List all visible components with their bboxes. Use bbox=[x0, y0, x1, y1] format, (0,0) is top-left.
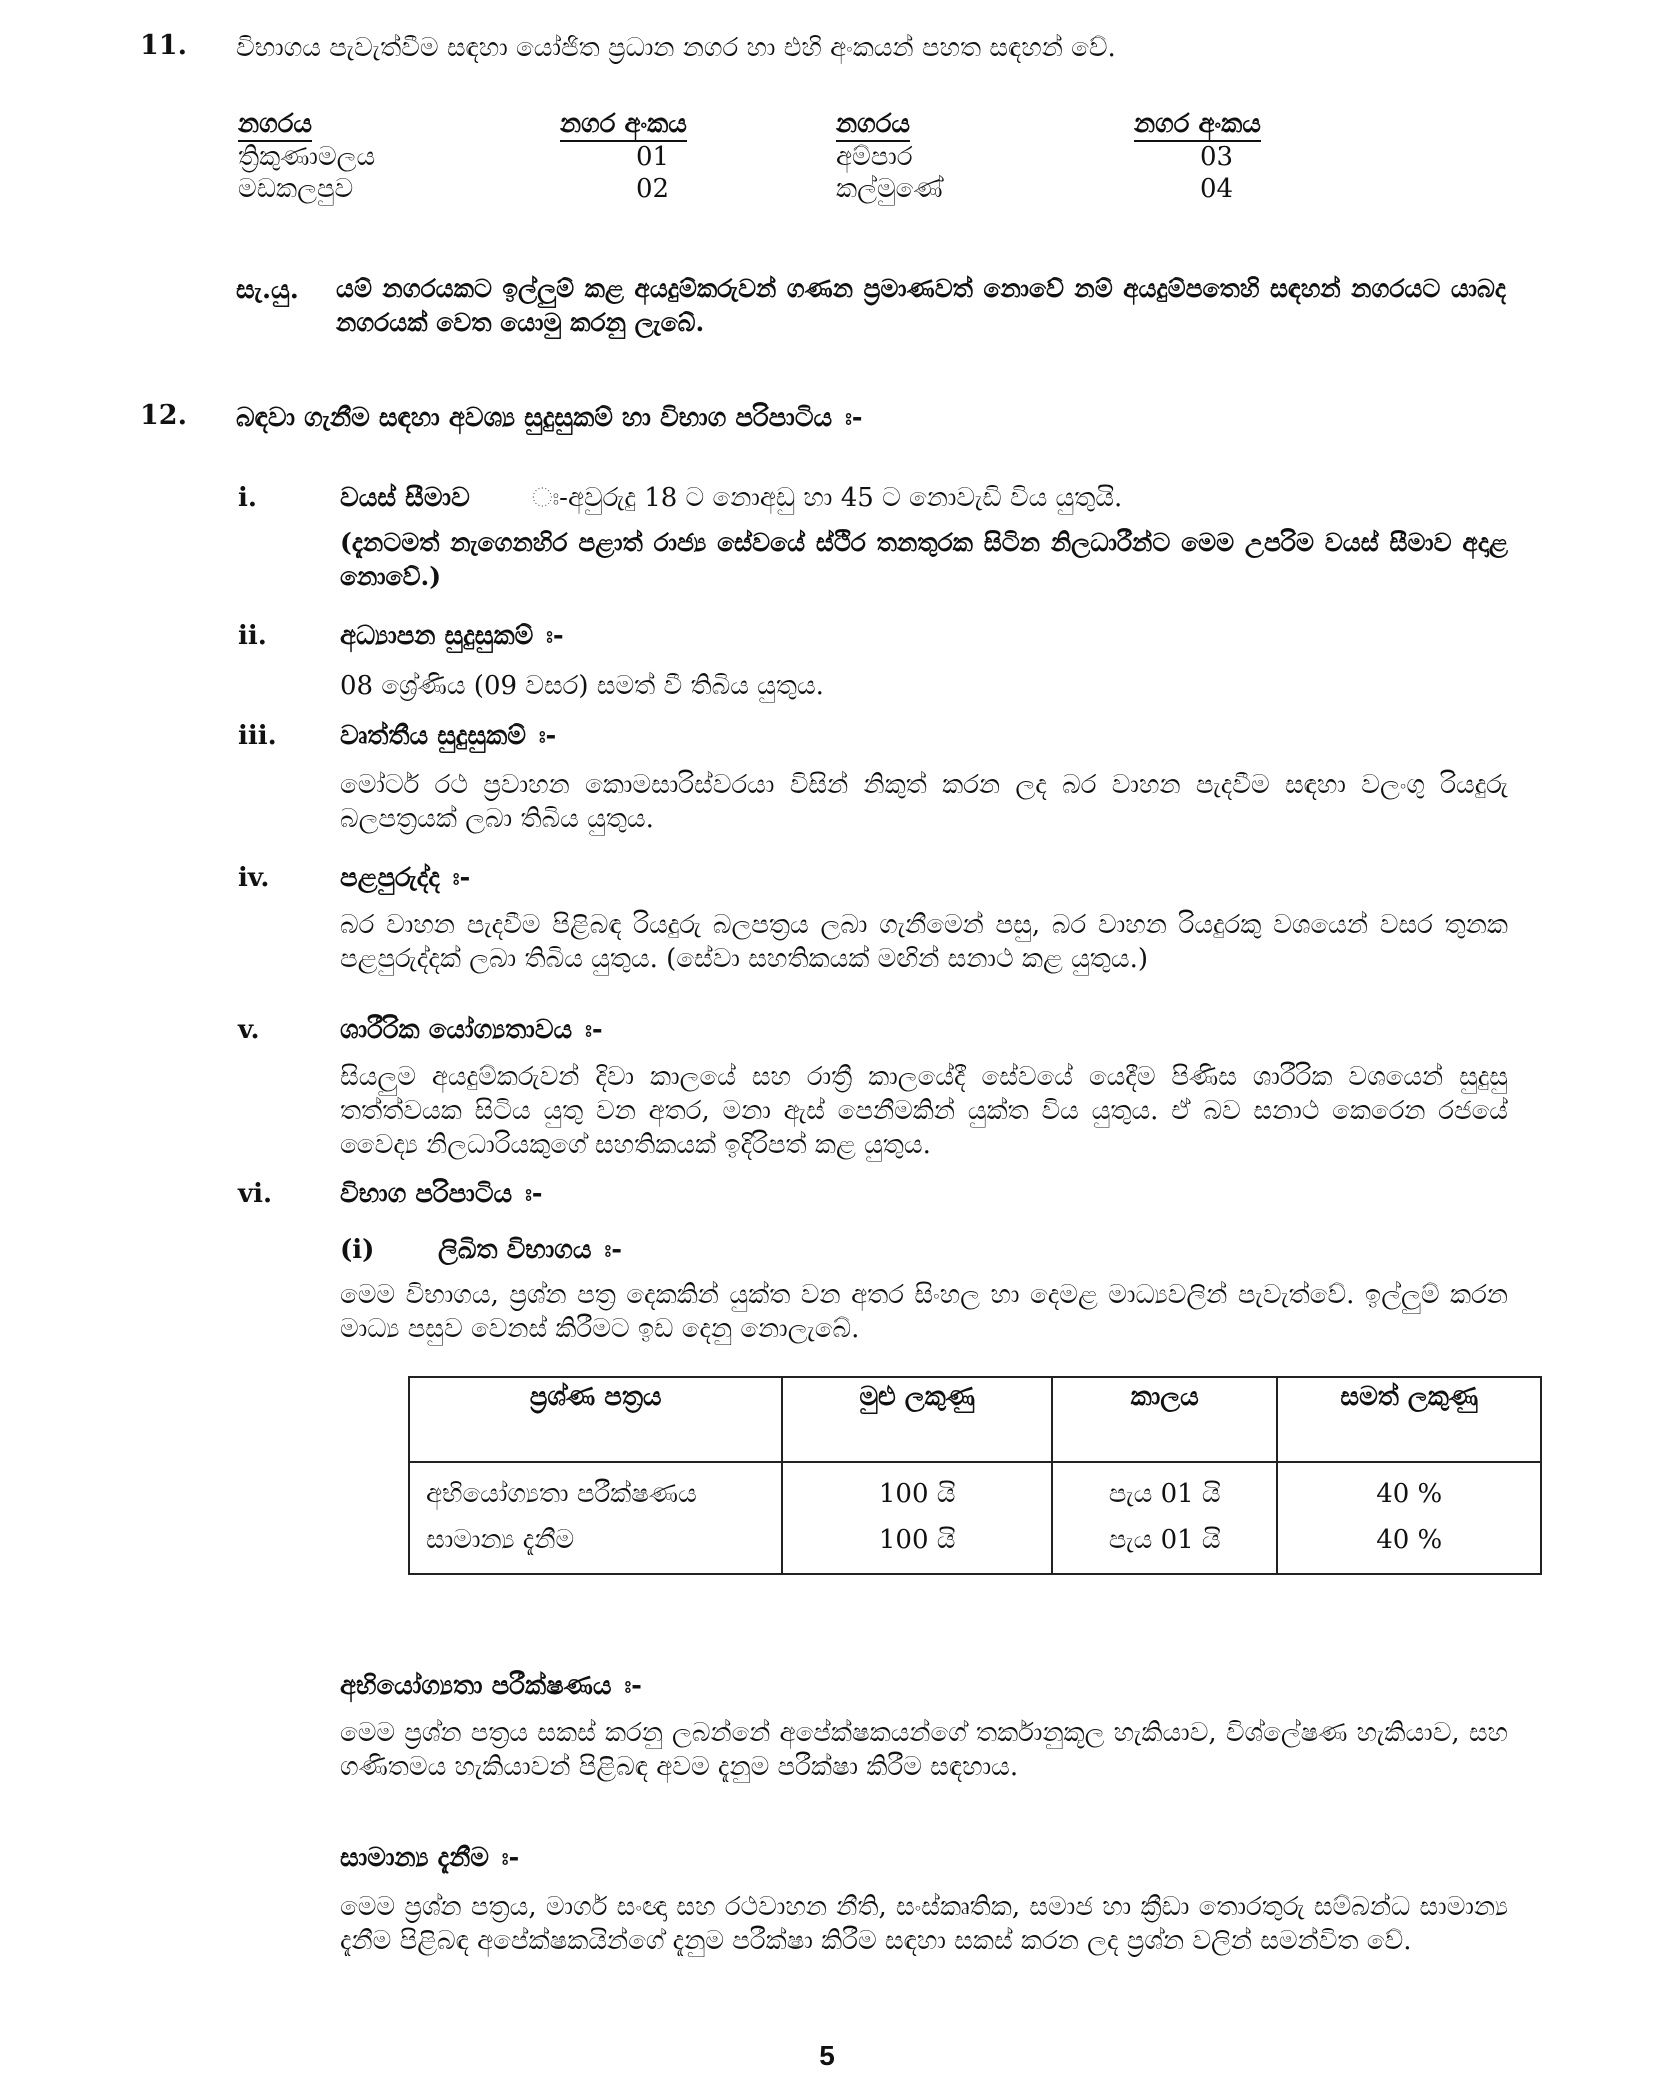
exam-procedure-title: විභාග පරිපාටිය ඃ- bbox=[340, 1179, 543, 1209]
item-vi-label: vi. bbox=[238, 1179, 273, 1209]
section-12-heading: බඳවා ගැනීම සඳහා අවශ්‍ය සුදුසුකම් හා විභාග පරිපාටිය ඃ- bbox=[236, 403, 863, 433]
page-number: 5 bbox=[819, 2040, 835, 2071]
city-code: 03 bbox=[1200, 142, 1234, 172]
exam-total-marks: 100 යි bbox=[878, 1525, 956, 1555]
item-ii-label: ii. bbox=[238, 621, 267, 651]
exam-duration: පැය 01 යි bbox=[1108, 1479, 1221, 1509]
age-limit-note: (දැනටමත් නැගෙනහිර පළාත් රාජ්‍ය සේවයේ ස්ථිර තනතුරක සිටින නිලධාරීන්ට මෙම උපරිම වයස් සීමාව අදාළ නොවේ.) bbox=[340, 528, 1508, 591]
exam-pass-marks: 40 % bbox=[1376, 1479, 1443, 1509]
section-11-heading: විභාගය පැවැත්වීම සඳහා යෝජිත ප්‍රධාන නගර හා එහි අංකයන් පහත සඳහන් වේ. bbox=[236, 33, 1116, 63]
written-exam-label: (i) bbox=[340, 1235, 375, 1265]
exam-table bbox=[408, 1376, 1542, 1575]
written-exam-title: ලිඛිත විභාගය ඃ- bbox=[438, 1235, 622, 1265]
exam-table-body bbox=[409, 1462, 1541, 1574]
exam-table-header: කාලය bbox=[1052, 1377, 1278, 1462]
city-code: 01 bbox=[636, 142, 670, 172]
section-12-number: 12. bbox=[140, 400, 187, 431]
city-table-header: නගරය bbox=[238, 106, 312, 142]
exam-duration: පැය 01 යි bbox=[1108, 1525, 1221, 1555]
city-name: මඩකලපුව bbox=[238, 174, 354, 204]
aptitude-title: අභියෝග්‍යතා පරීක්ෂණය ඃ- bbox=[340, 1671, 642, 1701]
item-iii-label: iii. bbox=[238, 721, 277, 751]
city-table-header: නගරය bbox=[836, 106, 910, 142]
exam-paper-name: සාමාන්‍ය දැනීම bbox=[426, 1525, 575, 1555]
written-exam-text: මෙම විභාගය, ප්‍රශ්න පත්‍ර දෙකකින් යුක්ත වන අතර සිංහල හා දෙමළ මාධ්‍යවලින් පැවැත්වේ. ඉල්ලුම් කරන මාධ්‍ය පසුව වෙනස් කිරීමට ඉඩ දෙනු නොලැබේ. bbox=[340, 1280, 1508, 1344]
note-text: යම් නගරයකට ඉල්ලුම් කළ අයදුම්කරුවන් ගණන ප්‍රමාණවත් නොවේ නම් අයදුම්පතෙහි සඳහන් නගරයට යාබද නගරයක් වෙත යොමු කරනු ලැබේ. bbox=[336, 274, 1506, 337]
education-title: අධ්‍යාපන සුදුසුකම් ඃ- bbox=[340, 621, 564, 651]
city-name: අම්පාර bbox=[836, 142, 913, 172]
aptitude-text: මෙම ප්‍රශ්න පත්‍රය සකස් කරනු ලබන්නේ අපේක්ෂකයන්ගේ තර්කානුකූල හැකියාව, විශ්ලේෂණ හැකියාව, සහ ගණිතමය හැකියාවන් පිළිබඳ අවම දැනුම පරීක්ෂා කිරීම සඳහාය. bbox=[340, 1718, 1508, 1782]
city-name: කල්මුණේ bbox=[836, 174, 943, 204]
city-table-header: නගර අංකය bbox=[560, 106, 687, 142]
item-v-label: v. bbox=[238, 1015, 260, 1045]
education-text: 08 ශ්‍රේණිය (09 වසර) සමත් වී තිබිය යුතුය. bbox=[340, 671, 824, 701]
experience-text: බර වාහන පැදවීම පිළිබඳ රියදුරු බලපත්‍රය ලබා ගැනීමෙන් පසු, බර වාහන රියදුරකු වශයෙන් වසර තුනක පළපුරුද්දක් ලබා තිබිය යුතුය. (සේවා සහතිකයක් මඟින් සනාථ කළ යුතුය.) bbox=[340, 910, 1508, 974]
exam-pass-marks: 40 % bbox=[1376, 1525, 1443, 1555]
physical-fitness-text: සියලුම අයදුම්කරුවන් දිවා කාලයේ සහ රාත්‍රී කාලයේදී සේවයේ යෙදීම පිණිස ශාරීරික වශයෙන් සුදුසු තත්ත්වයක සිටිය යුතු වන අතර, මනා ඇස් පෙනීමකින් යුක්ත විය යුතුය. ඒ බව සනාථ කෙරෙන රජයේ වෛද්‍ය නිලධාරියකුගේ සහතිකයක් ඉදිරිපත් කළ යුතුය. bbox=[340, 1062, 1508, 1160]
general-knowledge-title: සාමාන්‍ය දැනීම ඃ- bbox=[340, 1843, 520, 1873]
exam-table-header: සමත් ලකුණු bbox=[1277, 1377, 1541, 1462]
note-label: සැ.යු. bbox=[236, 275, 299, 305]
item-iv-label: iv. bbox=[238, 863, 270, 893]
exam-total-marks: 100 යි bbox=[878, 1479, 956, 1509]
exam-table-header: මුළු ලකුණු bbox=[782, 1377, 1051, 1462]
city-code: 04 bbox=[1200, 174, 1234, 204]
professional-text: මෝටර් රථ ප්‍රවාහන කොමසාරිස්වරයා විසින් නිකුත් කරන ලද බර වාහන පැදවීම සඳහා වලංගු රියදුරු බලපත්‍රයක් ලබා තිබිය යුතුය. bbox=[340, 770, 1508, 834]
city-code: 02 bbox=[636, 174, 670, 204]
section-11-number: 11. bbox=[140, 30, 187, 61]
experience-title: පළපුරුද්ද ඃ- bbox=[340, 863, 471, 893]
city-name: ත්‍රිකුණාමලය bbox=[238, 142, 376, 172]
age-limit-text: ඃ-අවුරුදු 18 ට නොඅඩු හා 45 ට නොවැඩි විය යුතුයි. bbox=[532, 483, 1123, 513]
city-table-header: නගර අංකය bbox=[1134, 106, 1261, 142]
exam-paper-name: අභියෝග්‍යතා පරීක්ෂණය bbox=[426, 1479, 697, 1509]
exam-table-header-row bbox=[409, 1377, 1541, 1462]
physical-fitness-title: ශාරීරික යෝග්‍යතාවය ඃ- bbox=[340, 1015, 603, 1045]
item-i-label: i. bbox=[238, 483, 257, 513]
general-knowledge-text: මෙම ප්‍රශ්න පත්‍රය, මාර්ග සංඥා සහ රථවාහන නීති, සංස්කෘතික, සමාජ හා ක්‍රීඩා තොරතුරු සම්බන්ධ සාමාන්‍ය දැනීම පිළිබඳ අපේක්ෂකයින්ගේ දැනුම පරීක්ෂා කිරීම සඳහා සකස් කරන ලද ප්‍රශ්න වලින් සමන්විත වේ. bbox=[340, 1892, 1508, 1956]
exam-table-header: ප්‍රශ්ණ පත්‍රය bbox=[409, 1377, 782, 1462]
professional-title: වෘත්තීය සුදුසුකම් ඃ- bbox=[340, 721, 557, 751]
age-limit-title: වයස් සීමාව bbox=[340, 483, 470, 513]
